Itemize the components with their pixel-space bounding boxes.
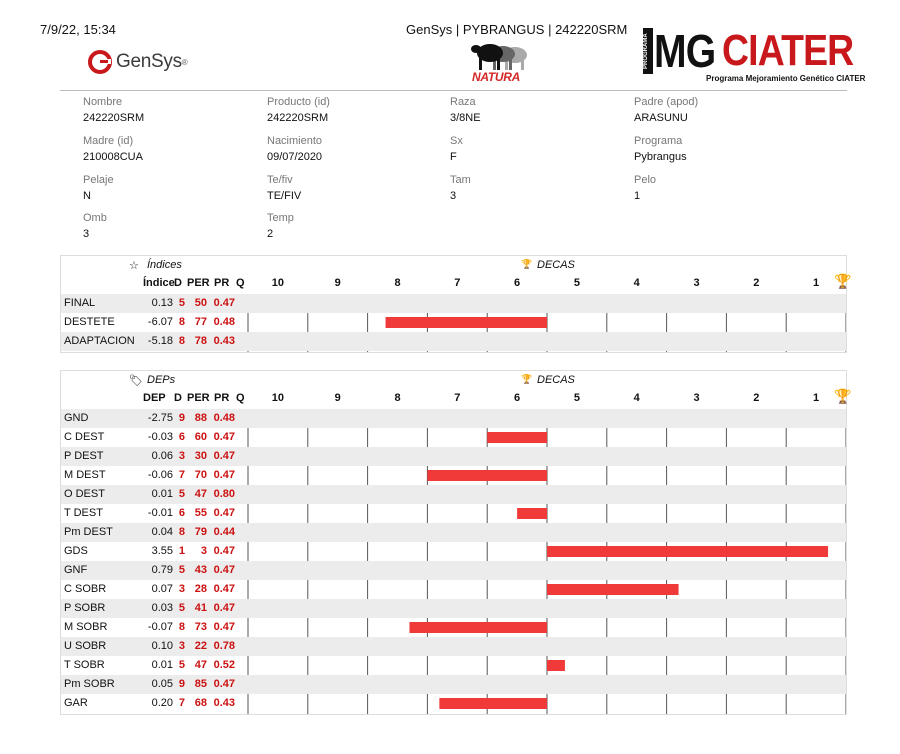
percentile-value: 77: [194, 316, 207, 328]
tag-icon: 🏷: [129, 375, 143, 387]
trait-name: M DEST: [64, 469, 106, 481]
trait-value: 0.20: [151, 697, 173, 709]
report-title: GenSys | PYBRANGUS | 242220SRM: [406, 22, 628, 37]
decile-value: 9: [178, 412, 185, 424]
percentile-value: 41: [194, 602, 207, 614]
indices-table: [60, 255, 852, 353]
percentile-value: 3: [200, 545, 207, 557]
trait-value: -2.75: [147, 412, 173, 424]
deps-table: [60, 370, 852, 715]
info-field: [267, 135, 447, 163]
trait-value: -5.18: [147, 335, 173, 347]
info-field: [267, 96, 447, 124]
trait-value: 0.05: [151, 678, 173, 690]
info-label: Pelaje: [83, 174, 114, 186]
table-row: [61, 409, 846, 428]
info-field: [83, 174, 263, 202]
table-row: [61, 675, 846, 694]
info-field: [450, 96, 630, 124]
accuracy-value: 0.47: [213, 507, 235, 519]
trait-value: 0.06: [151, 450, 173, 462]
decile-value: 8: [178, 335, 185, 347]
table-row: [61, 466, 846, 485]
decas-tick-label: 5: [573, 392, 580, 404]
table-row: [61, 637, 846, 656]
mg-subtitle: Programa Mejoramiento Genético CIATER: [706, 74, 866, 83]
decile-value: 9: [178, 678, 185, 690]
trait-name: GDS: [64, 545, 88, 557]
info-label: Madre (id): [83, 135, 134, 147]
print-datetime: 7/9/22, 15:34: [40, 22, 116, 37]
table-row: [61, 618, 846, 637]
decile-value: 7: [178, 469, 185, 481]
column-header: PR: [214, 277, 230, 289]
table-row: [61, 694, 846, 713]
trait-name: GAR: [64, 697, 88, 709]
decas-tick-label: 2: [753, 277, 760, 289]
decile-value: 3: [178, 583, 185, 595]
info-field: [83, 96, 263, 124]
table-row: [61, 504, 846, 523]
gold-trophy-icon: 🏆: [834, 273, 852, 289]
gensys-wordmark: GenSys: [116, 51, 182, 72]
trait-value: -6.07: [147, 316, 173, 328]
info-label: Padre (apod): [634, 96, 699, 108]
info-value: 3: [83, 228, 90, 240]
info-label: Raza: [450, 96, 476, 108]
trait-name: GNF: [64, 564, 88, 576]
info-value: N: [83, 190, 91, 202]
info-label: Omb: [83, 212, 107, 224]
percentile-value: 47: [194, 659, 207, 671]
trait-name: U SOBR: [64, 640, 107, 652]
info-field: [450, 174, 630, 202]
decile-value: 5: [178, 297, 185, 309]
accuracy-value: 0.47: [213, 602, 235, 614]
accuracy-value: 0.44: [213, 526, 235, 538]
info-field: [634, 174, 814, 202]
gensys-mark-icon: [88, 50, 112, 74]
trait-value: -0.01: [147, 507, 173, 519]
column-header: PER: [187, 392, 210, 404]
column-header: PR: [214, 392, 230, 404]
info-label: Programa: [634, 135, 683, 147]
info-label: Producto (id): [267, 96, 330, 108]
decas-tick-label: 7: [454, 392, 461, 404]
info-field: [634, 135, 814, 163]
percentile-value: 70: [194, 469, 207, 481]
table-row: [61, 656, 846, 675]
decas-tick-label: 4: [633, 392, 640, 404]
accuracy-value: 0.80: [213, 488, 235, 500]
decile-value: 7: [178, 697, 185, 709]
trait-name: P SOBR: [64, 602, 106, 614]
accuracy-value: 0.47: [213, 431, 235, 443]
info-field: [267, 174, 447, 202]
mg-wordmark: MG: [654, 25, 716, 77]
decile-value: 5: [178, 659, 185, 671]
trait-name: T DEST: [64, 507, 103, 519]
decile-value: 5: [178, 488, 185, 500]
decile-value: 5: [178, 564, 185, 576]
trait-name: O DEST: [64, 488, 105, 500]
percentile-value: 22: [194, 640, 207, 652]
trait-value: 0.01: [151, 488, 173, 500]
percentile-value: 73: [194, 621, 207, 633]
percentile-value: 60: [194, 431, 207, 443]
trait-name: C SOBR: [64, 583, 107, 595]
accuracy-value: 0.47: [213, 621, 235, 633]
table-row: [61, 294, 846, 313]
info-label: Nombre: [83, 96, 123, 108]
info-label: Sx: [450, 135, 463, 147]
decas-title: DECAS: [537, 259, 575, 271]
decile-value: 8: [178, 526, 185, 538]
table-row: [61, 580, 846, 599]
column-header: D: [174, 277, 182, 289]
info-value: 2: [267, 228, 274, 240]
decas-tick-label: 9: [334, 392, 341, 404]
percentile-value: 88: [194, 412, 207, 424]
percentile-value: 30: [194, 450, 207, 462]
table-row: [61, 332, 846, 351]
gold-trophy-icon: 🏆: [834, 388, 852, 404]
info-value: ARASUNU: [634, 112, 688, 124]
gensys-registered-mark: ®: [181, 57, 188, 67]
natura-wordmark: NATURA: [472, 70, 520, 84]
info-field: [83, 135, 263, 163]
accuracy-value: 0.47: [213, 450, 235, 462]
table-row: [61, 485, 846, 504]
accuracy-value: 0.47: [213, 678, 235, 690]
info-value: 3: [450, 190, 457, 202]
info-field: [267, 212, 447, 240]
decas-tick-label: 7: [454, 277, 461, 289]
trait-name: P DEST: [64, 450, 104, 462]
trait-name: FINAL: [64, 297, 96, 309]
info-value: 09/07/2020: [267, 151, 323, 163]
decile-value: 8: [178, 621, 185, 633]
decas-tick-label: 4: [633, 277, 640, 289]
decas-tick-label: 10: [271, 392, 285, 404]
info-field: [634, 96, 814, 124]
decile-value: 3: [178, 640, 185, 652]
table-row: [61, 542, 846, 561]
percentile-value: 55: [194, 507, 207, 519]
accuracy-value: 0.78: [213, 640, 235, 652]
trait-name: C DEST: [64, 431, 105, 443]
accuracy-value: 0.47: [213, 545, 235, 557]
info-value: 3/8NE: [450, 112, 481, 124]
accuracy-value: 0.48: [213, 316, 235, 328]
decile-value: 6: [178, 431, 185, 443]
trophy-icon: 🏆: [521, 259, 533, 269]
trait-name: T SOBR: [64, 659, 105, 671]
percentile-value: 28: [194, 583, 207, 595]
trait-value: 0.10: [151, 640, 173, 652]
accuracy-value: 0.47: [213, 469, 235, 481]
percentile-value: 50: [194, 297, 207, 309]
star-icon: ☆: [129, 260, 139, 272]
trait-value: -0.03: [147, 431, 173, 443]
trait-value: 0.04: [151, 526, 173, 538]
decile-value: 3: [178, 450, 185, 462]
accuracy-value: 0.47: [213, 564, 235, 576]
accuracy-value: 0.47: [213, 583, 235, 595]
decile-value: 8: [178, 316, 185, 328]
decas-tick-label: 9: [334, 277, 341, 289]
trait-value: -0.07: [147, 621, 173, 633]
ciater-wordmark: CIATER: [722, 26, 854, 75]
info-value: TE/FIV: [267, 190, 302, 202]
trait-value: -0.06: [147, 469, 173, 481]
info-label: Temp: [267, 212, 294, 224]
info-label: Te/fiv: [267, 174, 293, 186]
percentile-value: 68: [194, 697, 207, 709]
column-header: Q: [236, 277, 245, 289]
decas-tick-label: 3: [693, 392, 700, 404]
trait-value: 3.55: [151, 545, 173, 557]
info-value: 242220SRM: [267, 112, 329, 124]
decile-value: 6: [178, 507, 185, 519]
info-label: Pelo: [634, 174, 657, 186]
table-row: [61, 313, 846, 332]
decas-tick-label: 6: [514, 277, 521, 289]
trait-value: 0.03: [151, 602, 173, 614]
trait-value: 0.13: [151, 297, 173, 309]
decas-tick-label: 10: [271, 277, 285, 289]
column-header: D: [174, 392, 182, 404]
trait-value: 0.01: [151, 659, 173, 671]
info-label: Nacimiento: [267, 135, 323, 147]
info-value: 1: [634, 190, 641, 202]
table-row: [61, 428, 846, 447]
trait-name: M SOBR: [64, 621, 108, 633]
accuracy-value: 0.52: [213, 659, 235, 671]
accuracy-value: 0.43: [213, 335, 235, 347]
info-value: F: [450, 151, 457, 163]
trait-value: 0.79: [151, 564, 173, 576]
programa-side-label: PROGRAMA: [643, 28, 653, 74]
percentile-value: 79: [194, 526, 207, 538]
info-field: [83, 212, 263, 240]
percentile-value: 43: [194, 564, 207, 576]
decile-value: 1: [178, 545, 185, 557]
section-title: Índices: [147, 259, 182, 271]
decas-tick-label: 8: [394, 392, 401, 404]
column-header: Q: [236, 392, 245, 404]
table-row: [61, 599, 846, 618]
percentile-value: 78: [194, 335, 207, 347]
table-row: [61, 447, 846, 466]
info-field: [450, 135, 630, 163]
percentile-value: 47: [194, 488, 207, 500]
decas-tick-label: 1: [813, 277, 820, 289]
column-header: Índice: [143, 277, 175, 289]
decile-value: 5: [178, 602, 185, 614]
decas-tick-label: 1: [813, 392, 820, 404]
decas-tick-label: 8: [394, 277, 401, 289]
gensys-logo: [88, 47, 188, 77]
decas-tick-label: 5: [573, 277, 580, 289]
column-header: DEP: [143, 392, 166, 404]
trait-name: Pm DEST: [64, 526, 113, 538]
info-label: Tam: [450, 174, 471, 186]
percentile-value: 85: [194, 678, 207, 690]
info-value: 242220SRM: [83, 112, 145, 124]
decas-title: DECAS: [537, 374, 575, 386]
table-row: [61, 561, 846, 580]
accuracy-value: 0.48: [213, 412, 235, 424]
trait-name: DESTETE: [64, 316, 115, 328]
trait-name: ADAPTACION: [64, 335, 135, 347]
info-value: 210008CUA: [83, 151, 143, 163]
decas-tick-label: 2: [753, 392, 760, 404]
accuracy-value: 0.43: [213, 697, 235, 709]
header-divider: [60, 90, 847, 91]
decas-tick-label: 3: [693, 277, 700, 289]
section-title: DEPs: [147, 374, 176, 386]
trophy-icon: 🏆: [521, 374, 533, 384]
column-header: PER: [187, 277, 210, 289]
trait-name: Pm SOBR: [64, 678, 115, 690]
trait-value: 0.07: [151, 583, 173, 595]
decas-tick-label: 6: [514, 392, 521, 404]
table-row: [61, 523, 846, 542]
info-value: Pybrangus: [634, 151, 687, 163]
accuracy-value: 0.47: [213, 297, 235, 309]
trait-name: GND: [64, 412, 89, 424]
